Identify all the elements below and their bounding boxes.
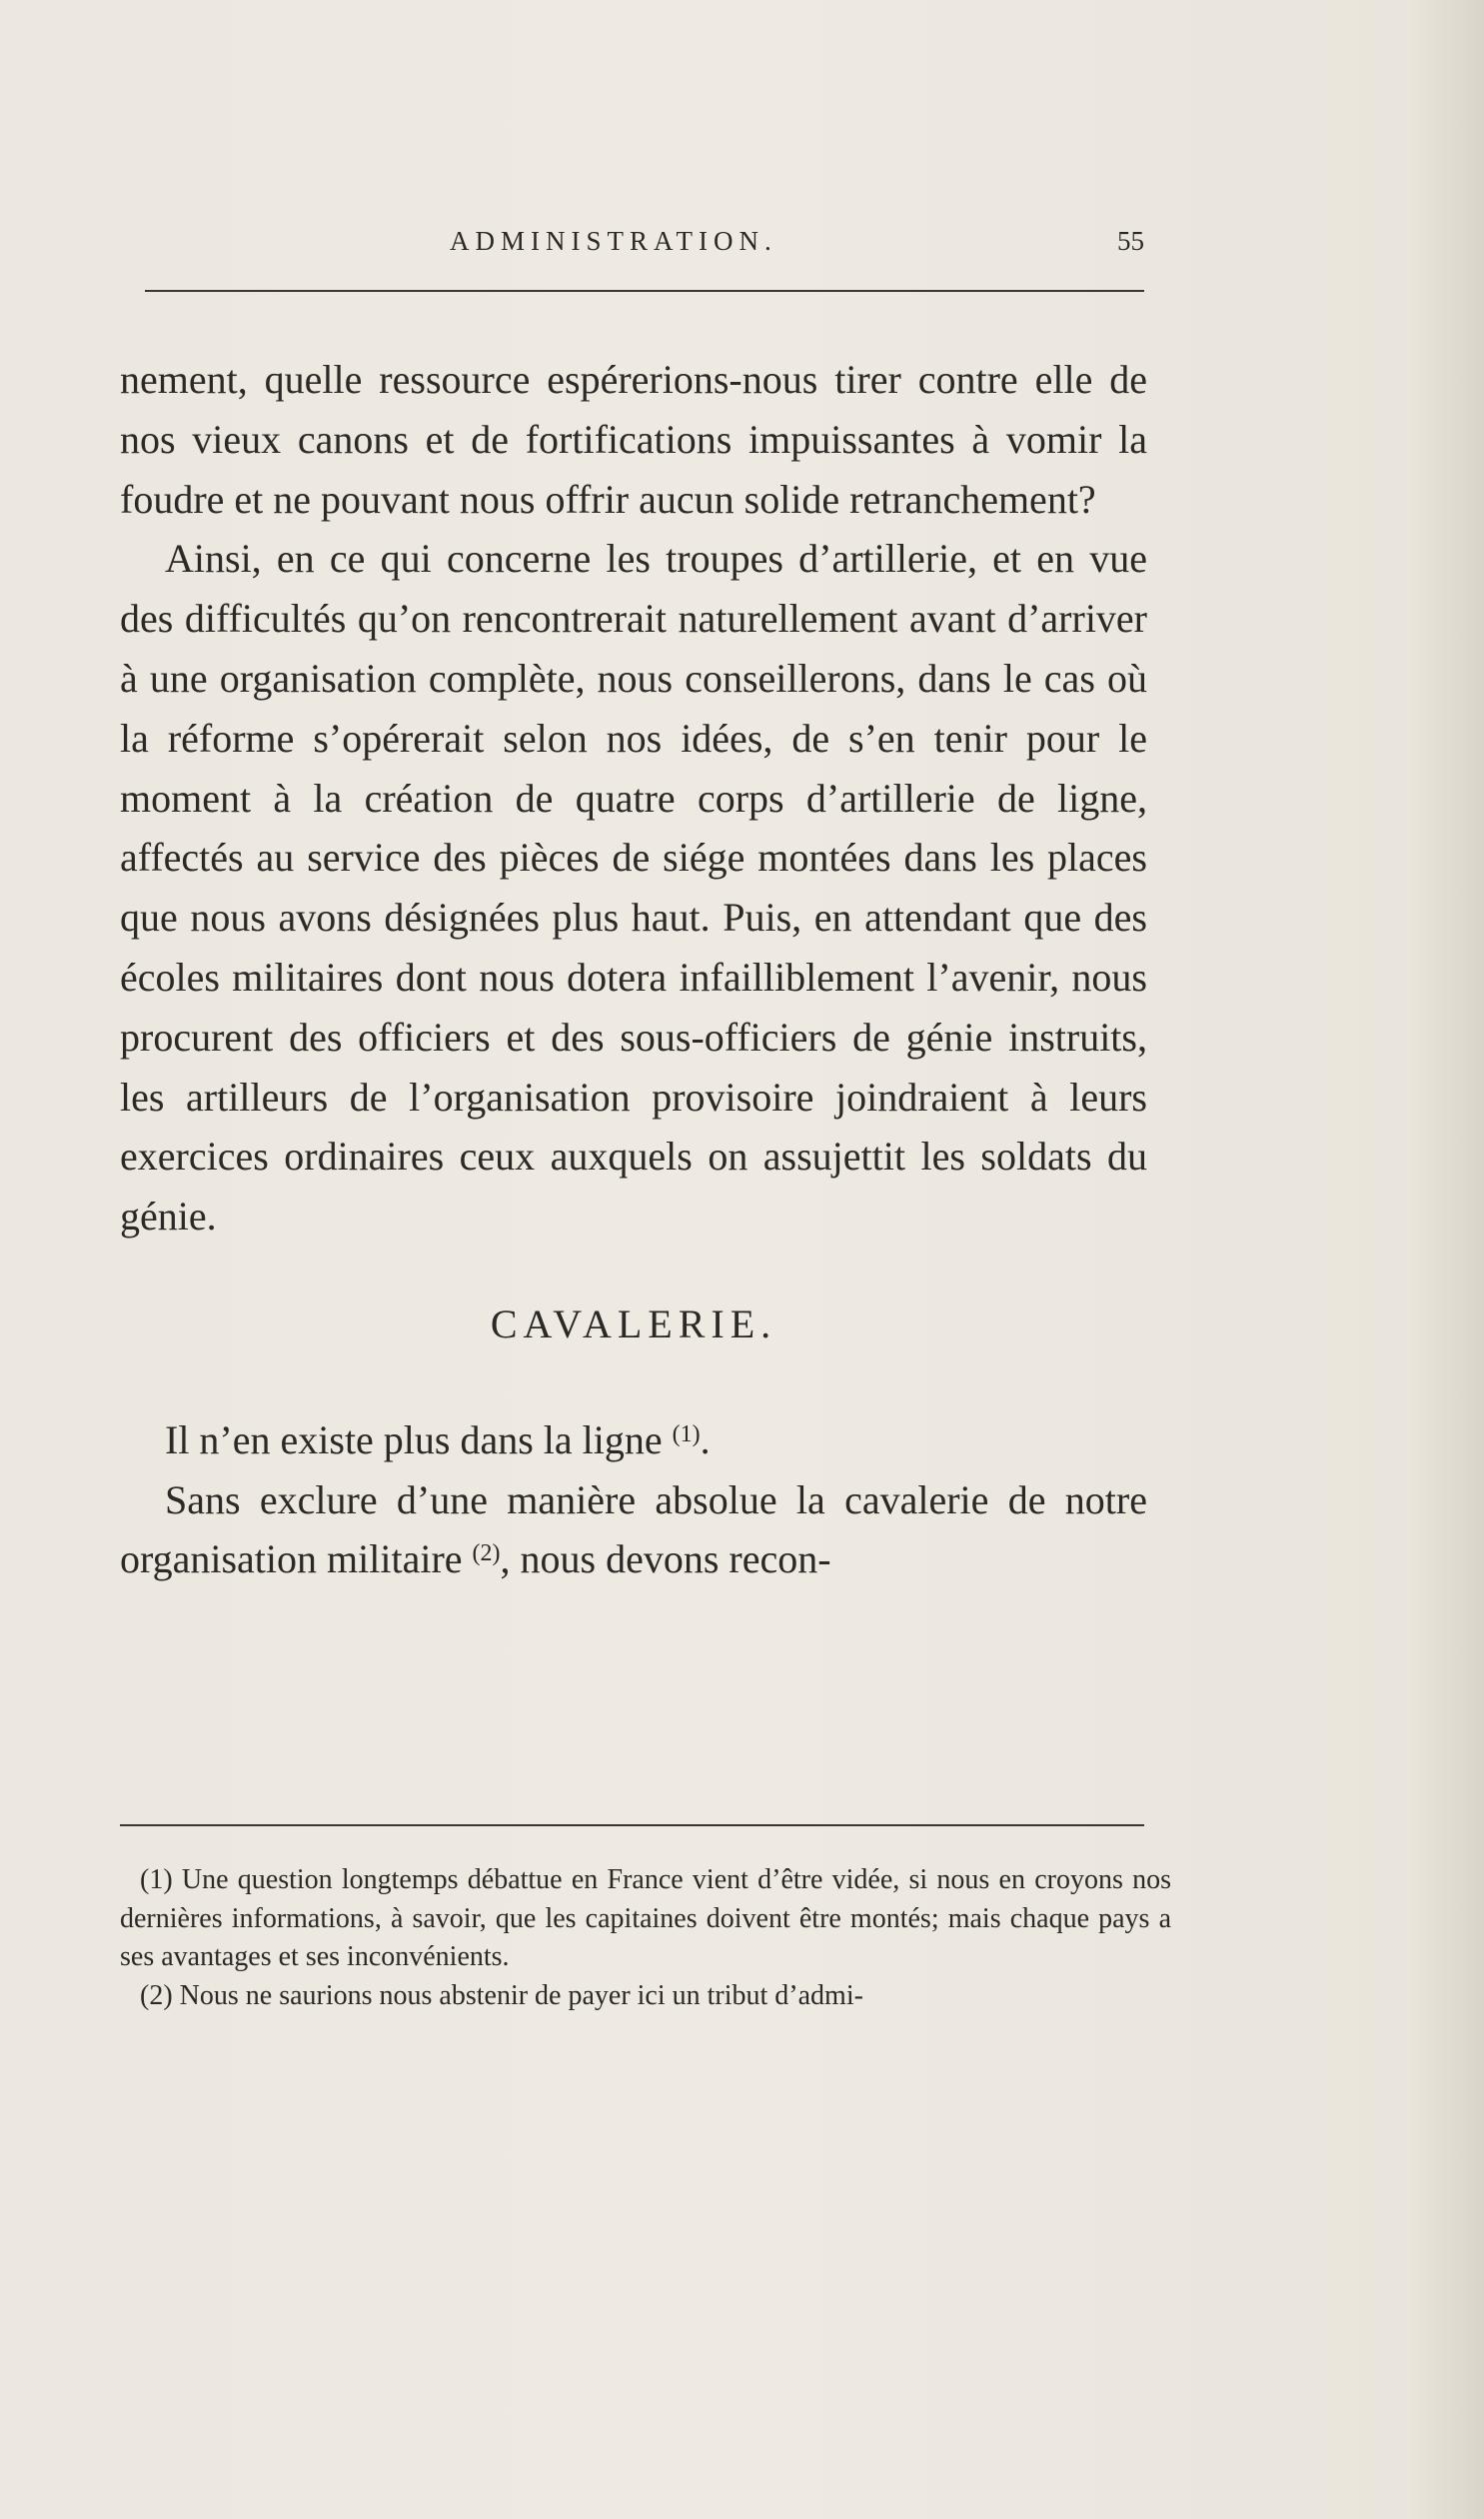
body-text — [120, 350, 1147, 1589]
running-title: ADMINISTRATION. — [450, 226, 777, 256]
footnote-rule — [120, 1824, 1144, 1826]
paragraph-text-end: , nous devons recon- — [500, 1536, 831, 1582]
footnote-1: (1) Une question longtemps débattue en France vient d’être vidée, si nous en croyons nos dernières informations, à savoir, que les capitaines doivent être montés; mais chaque pays a ses avantages et ses inconvénients. — [120, 1864, 1171, 1972]
page-number: 55 — [1117, 226, 1144, 256]
footnote-ref-1: (1) — [672, 1420, 701, 1447]
footnotes — [120, 1861, 1171, 2015]
paragraph-end: . — [700, 1416, 711, 1462]
paragraph-artillerie: Ainsi, en ce qui concerne les troupes d’artillerie, et en vue des difficultés qu’on rencontrerait naturellement avant d’arriver à une organisation complète, nous conseillerons, dans le cas où la réforme s’opérerait selon nos idées, de s’en tenir pour le moment à la création de quatre corps d’artillerie de ligne, affectés au service des pièces de siége montées dans les places que nous avons désignées plus haut. Puis, en attendant que des écoles militaires dont nous dotera infailliblement l’avenir, nous procurent des officiers et des sous-officiers de génie instruits, les artilleurs de l’organisation provisoire joindraient à leurs exercices ordinaires ceux auxquels on assujettit les soldats du génie. — [120, 536, 1147, 1240]
paragraph-text: Il n’en existe plus dans la ligne — [165, 1416, 663, 1462]
paragraph-cavalerie-2 — [120, 1470, 1147, 1590]
footnote-ref-2: (2) — [472, 1540, 501, 1567]
footnote-2: (2) Nous ne saurions nous abstenir de payer ici un tribut d’admi- — [140, 1979, 863, 2011]
paragraph-continued: nement, quelle ressource espérerions-nous tirer contre elle de nos vieux canons et de fortifications impuissantes à vomir la foudre et ne pouvant nous offrir aucun solide retranchement? — [120, 357, 1147, 522]
paragraph-text: Sans exclure d’une manière absolue la cavalerie de notre organisation militaire — [120, 1476, 1147, 1582]
header-rule — [145, 290, 1144, 292]
paragraph-cavalerie-1 — [120, 1410, 1147, 1470]
page-header — [120, 226, 1144, 266]
section-title: CAVALERIE. — [490, 1300, 777, 1346]
